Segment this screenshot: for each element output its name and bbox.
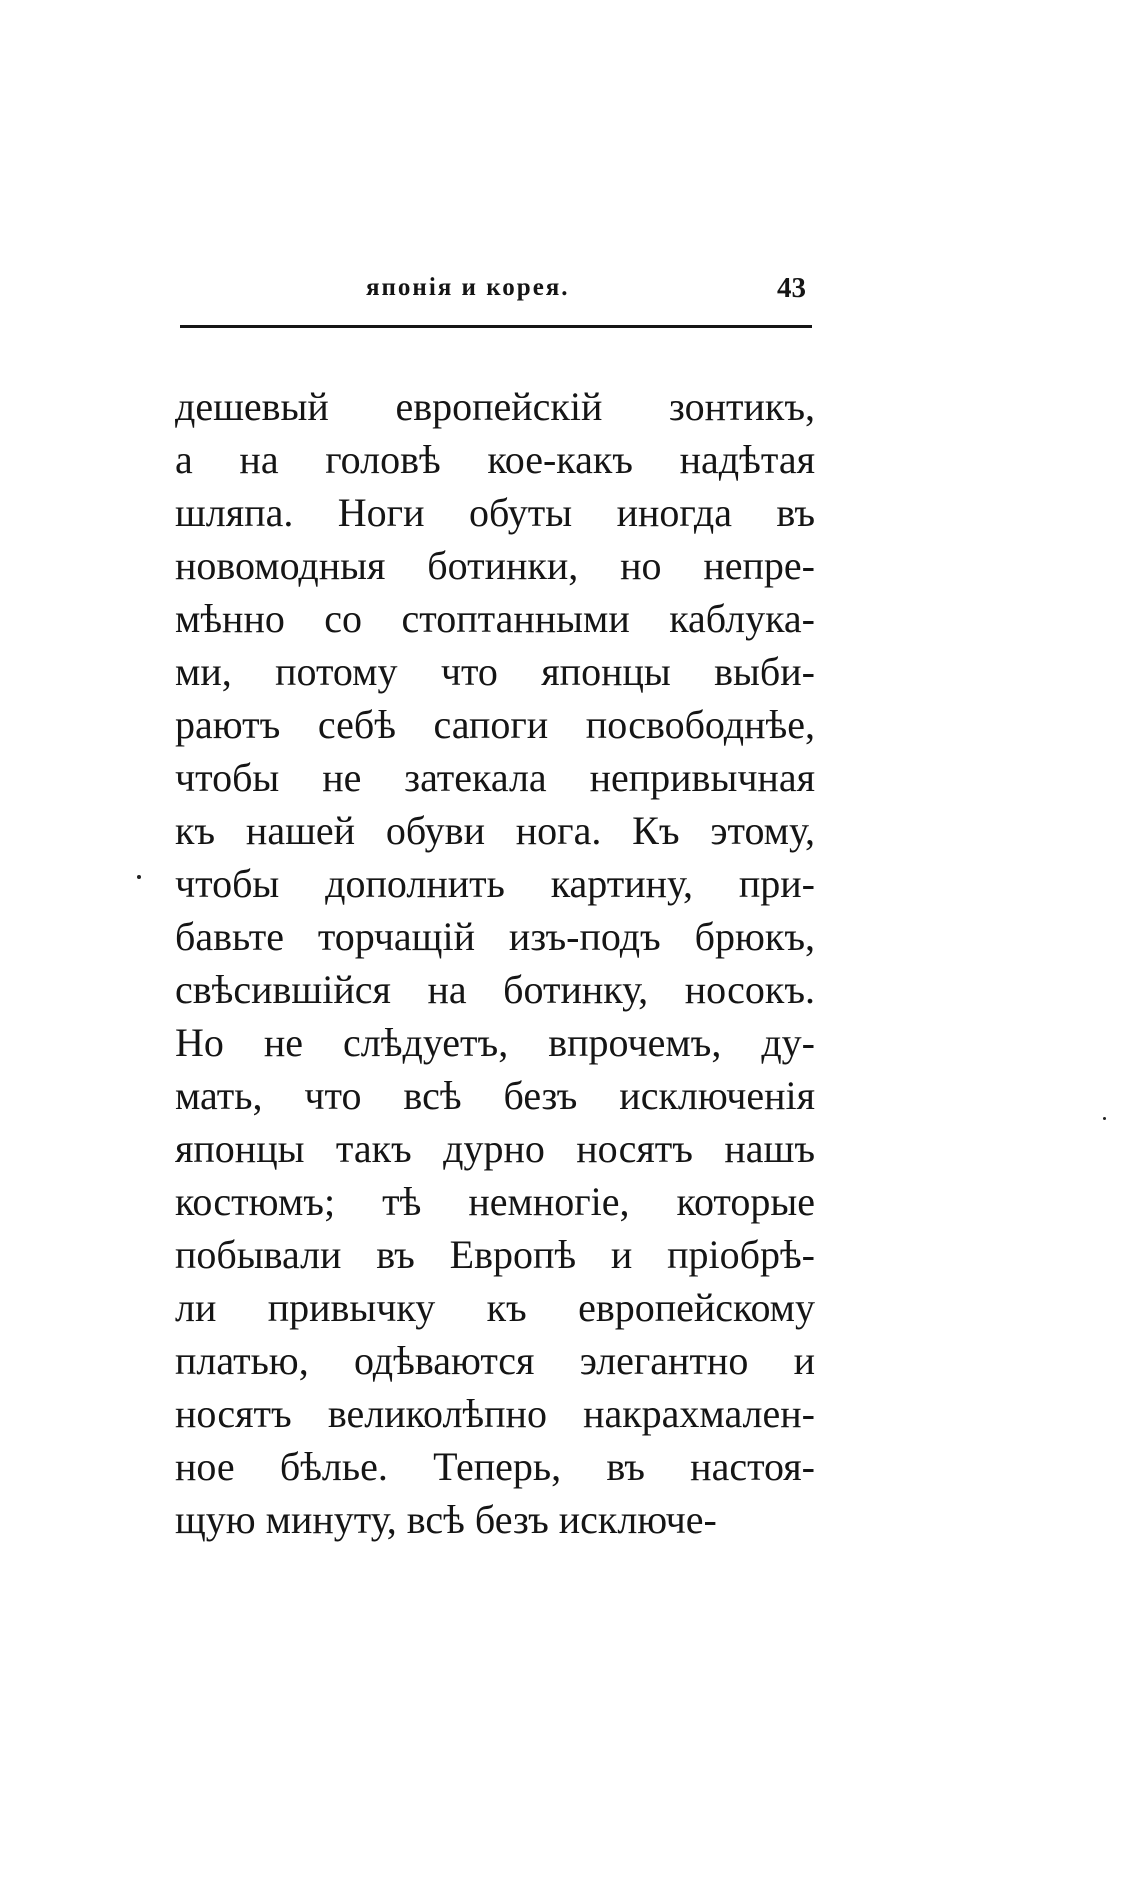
text-line: платью, одѣваются элегантно и (175, 1338, 815, 1383)
text-line: чтобы не затекала непривычная (175, 755, 815, 800)
text-line: бавьте торчащій изъ-подъ брюкъ, (175, 914, 815, 959)
text-line: шляпа. Ноги обуты иногда въ (175, 490, 815, 535)
text-line: щую минуту, всѣ безъ исключе- (175, 1497, 717, 1542)
text-line: костюмъ; тѣ немногіе, которые (175, 1179, 815, 1224)
margin-speck (137, 875, 141, 879)
running-head: японія и корея. (366, 274, 570, 301)
header-rule (180, 325, 812, 328)
text-line: новомодныя ботинки, но непре- (175, 543, 815, 588)
text-line: ми, потому что японцы выби- (175, 649, 815, 694)
text-line: мать, что всѣ безъ исключенія (175, 1073, 815, 1118)
text-line: дешевый европейскій зонтикъ, (175, 384, 815, 429)
text-line: ное бѣлье. Теперь, въ настоя- (175, 1444, 815, 1489)
margin-speck (1103, 1117, 1106, 1120)
text-line: чтобы дополнить картину, при- (175, 861, 815, 906)
body-text (175, 380, 815, 1546)
text-line: мѣнно со стоптанными каблука- (175, 596, 815, 641)
text-line: а на головѣ кое-какъ надѣтая (175, 437, 815, 482)
page-number: 43 (777, 272, 806, 304)
text-line: раютъ себѣ сапоги посвободнѣе, (175, 702, 815, 747)
text-line: ли привычку къ европейскому (175, 1285, 815, 1330)
text-line: японцы такъ дурно носятъ нашъ (175, 1126, 815, 1171)
page-header (180, 268, 812, 308)
text-line: къ нашей обуви нога. Къ этому, (175, 808, 815, 853)
text-line: побывали въ Европѣ и пріобрѣ- (175, 1232, 815, 1277)
text-line: носятъ великолѣпно накрахмален- (175, 1391, 815, 1436)
text-line: Но не слѣдуетъ, впрочемъ, ду- (175, 1020, 815, 1065)
text-line: свѣсившійся на ботинку, носокъ. (175, 967, 815, 1012)
